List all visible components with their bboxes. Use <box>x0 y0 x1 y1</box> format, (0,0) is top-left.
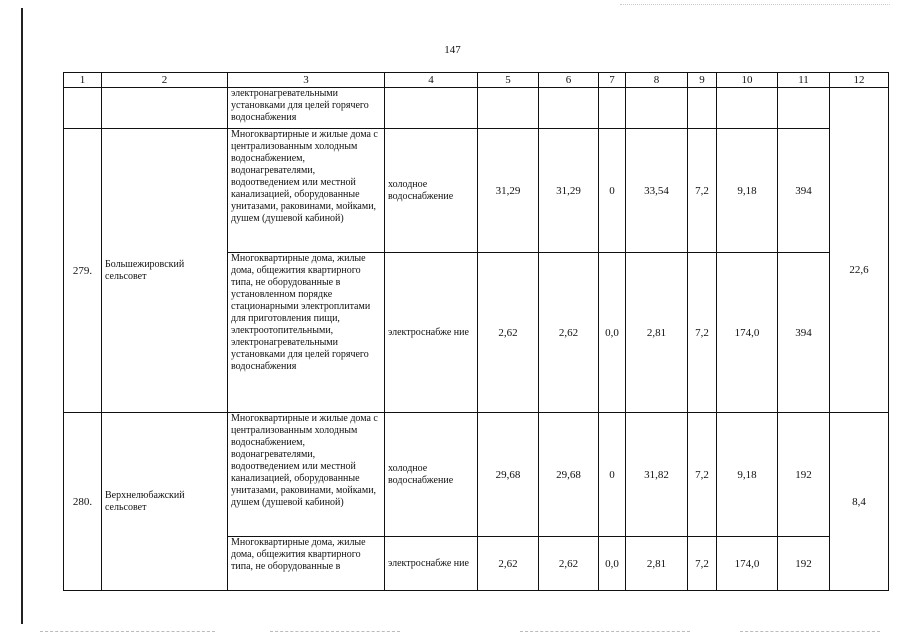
utility-service: холодное водоснабжение <box>385 413 478 537</box>
header-row <box>64 73 889 88</box>
scan-mark-bottom <box>270 631 400 632</box>
left-margin-line <box>21 8 23 624</box>
header-cell: 8 <box>626 73 688 88</box>
utility-service: холодное водоснабжение <box>385 129 478 253</box>
value-cell: 192 <box>778 537 830 591</box>
value-cell: 174,0 <box>717 537 778 591</box>
header-cell: 10 <box>717 73 778 88</box>
scan-mark-bottom <box>40 631 215 632</box>
table-row <box>64 129 889 253</box>
value-cell: 2,62 <box>539 537 599 591</box>
header-cell: 4 <box>385 73 478 88</box>
value-cell: 394 <box>778 253 830 413</box>
continuation-row <box>64 88 889 129</box>
header-cell: 7 <box>599 73 626 88</box>
value-cell: 2,62 <box>539 253 599 413</box>
table-cell <box>688 88 717 129</box>
table-row <box>64 413 889 537</box>
value-cell: 2,62 <box>478 537 539 591</box>
table-cell <box>385 88 478 129</box>
value-cell: 7,2 <box>688 129 717 253</box>
table-cell <box>102 88 228 129</box>
header-cell: 3 <box>228 73 385 88</box>
table-cell <box>539 88 599 129</box>
scan-mark-top <box>620 4 890 5</box>
value-cell: 192 <box>778 413 830 537</box>
header-cell: 6 <box>539 73 599 88</box>
table-cell <box>717 88 778 129</box>
value-cell: 174,0 <box>717 253 778 413</box>
row-number: 280. <box>64 413 102 591</box>
value-cell: 0,0 <box>599 537 626 591</box>
value-cell: 8,4 <box>830 413 889 591</box>
value-cell: 7,2 <box>688 253 717 413</box>
consumer-category: электронагревательными установками для целей горячего водоснабжения <box>228 88 385 129</box>
value-cell: 29,68 <box>539 413 599 537</box>
scan-mark-bottom <box>520 631 690 632</box>
value-cell: 2,62 <box>478 253 539 413</box>
table-cell <box>626 88 688 129</box>
consumer-category: Многоквартирные дома, жилые дома, общежития квартирного типа, не оборудованные в <box>228 537 385 591</box>
header-cell: 1 <box>64 73 102 88</box>
value-cell: 0,0 <box>599 253 626 413</box>
table-cell <box>830 88 889 129</box>
value-cell: 394 <box>778 129 830 253</box>
scan-mark-bottom <box>740 631 880 632</box>
header-cell: 12 <box>830 73 889 88</box>
value-cell: 2,81 <box>626 253 688 413</box>
header-cell: 2 <box>102 73 228 88</box>
utility-service: электроснабже ние <box>385 253 478 413</box>
table-cell <box>64 88 102 129</box>
value-cell: 31,82 <box>626 413 688 537</box>
header-cell: 5 <box>478 73 539 88</box>
header-cell: 9 <box>688 73 717 88</box>
value-cell: 9,18 <box>717 413 778 537</box>
value-cell: 0 <box>599 413 626 537</box>
page-number: 147 <box>444 44 461 56</box>
value-cell: 31,29 <box>478 129 539 253</box>
value-cell: 22,6 <box>830 129 889 413</box>
consumer-category: Многоквартирные и жилые дома с централизованным холодным водоснабжением, водонагревателями, водоотведением или местной канализацией, оборудованные унитазами, раковинами, мойками, душем (душевой кабиной) <box>228 413 385 537</box>
consumer-category: Многоквартирные дома, жилые дома, общежития квартирного типа, не оборудованные в установленном порядке стационарными электроплитами для приготовления пищи, электроотопительными, электронагревательными установками для целей горячего водоснабжения <box>228 253 385 413</box>
utility-service: электроснабже ние <box>385 537 478 591</box>
header-cell: 11 <box>778 73 830 88</box>
value-cell: 9,18 <box>717 129 778 253</box>
value-cell: 7,2 <box>688 413 717 537</box>
value-cell: 29,68 <box>478 413 539 537</box>
value-cell: 2,81 <box>626 537 688 591</box>
value-cell: 7,2 <box>688 537 717 591</box>
table-cell <box>599 88 626 129</box>
tariff-table <box>63 72 889 591</box>
table-cell <box>478 88 539 129</box>
consumer-category: Многоквартирные и жилые дома с централизованным холодным водоснабжением, водонагревателями, водоотведением или местной канализацией, оборудованные унитазами, раковинами, мойками, душем (душевой кабиной) <box>228 129 385 253</box>
value-cell: 31,29 <box>539 129 599 253</box>
settlement-name: Верхнелюбажский сельсовет <box>102 413 228 591</box>
table-cell <box>778 88 830 129</box>
value-cell: 33,54 <box>626 129 688 253</box>
value-cell: 0 <box>599 129 626 253</box>
row-number: 279. <box>64 129 102 413</box>
settlement-name: Большежировский сельсовет <box>102 129 228 413</box>
